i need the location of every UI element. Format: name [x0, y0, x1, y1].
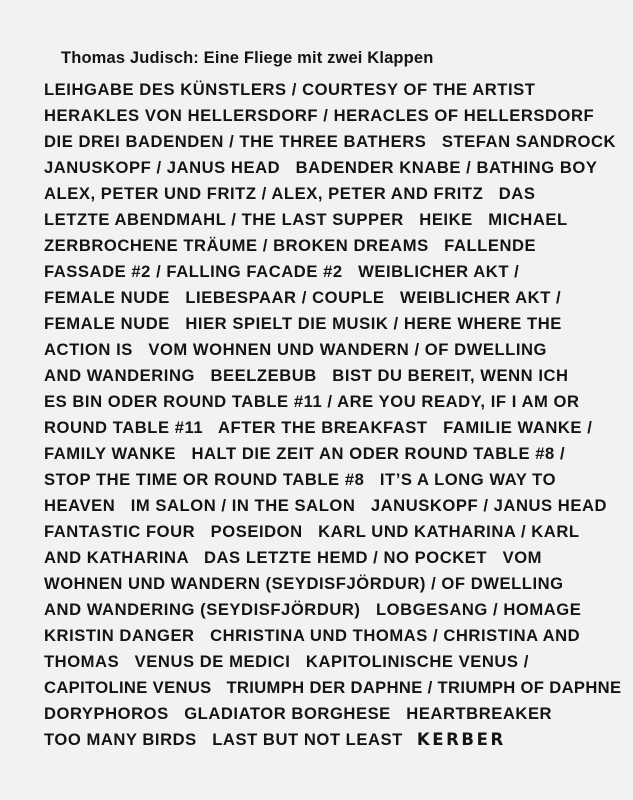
works-line: JANUSKOPF / JANUS HEAD BADENDER KNABE / BATHING BOY	[44, 158, 598, 177]
works-line: ACTION IS VOM WOHNEN UND WANDERN / OF DWELLING	[44, 340, 547, 359]
works-line-last	[44, 727, 624, 753]
works-line: CAPITOLINE VENUS TRIUMPH DER DAPHNE / TRIUMPH OF DAPHNE	[44, 678, 622, 697]
works-line: HEAVEN IM SALON / IN THE SALON JANUSKOPF / JANUS HEAD	[44, 496, 608, 515]
works-line: DORYPHOROS GLADIATOR BORGHESE HEARTBREAKER	[44, 704, 553, 723]
works-line: THOMAS VENUS DE MEDICI KAPITOLINISCHE VENUS /	[44, 652, 529, 671]
works-line: STOP THE TIME OR ROUND TABLE #8 IT’S A LONG WAY TO	[44, 470, 557, 489]
works-list	[44, 77, 624, 753]
works-line: FEMALE NUDE HIER SPIELT DIE MUSIK / HERE WHERE THE	[44, 314, 562, 333]
works-line: FEMALE NUDE LIEBESPAAR / COUPLE WEIBLICHER AKT /	[44, 288, 562, 307]
works-line: FANTASTIC FOUR POSEIDON KARL UND KATHARINA / KARL	[44, 522, 580, 541]
works-line: DIE DREI BADENDEN / THE THREE BATHERS STEFAN SANDROCK	[44, 132, 617, 151]
works-line: AND WANDERING (SEYDISFJÖRDUR) LOBGESANG / HOMAGE	[44, 600, 582, 619]
works-line: FAMILY WANKE HALT DIE ZEIT AN ODER ROUND TABLE #8 /	[44, 444, 566, 463]
works-line: ES BIN ODER ROUND TABLE #11 / ARE YOU READY, IF I AM OR	[44, 392, 580, 411]
works-line: ALEX, PETER UND FRITZ / ALEX, PETER AND FRITZ DAS	[44, 184, 536, 203]
works-line: AND KATHARINA DAS LETZTE HEMD / NO POCKET VOM	[44, 548, 543, 567]
works-line: FASSADE #2 / FALLING FACADE #2 WEIBLICHER AKT /	[44, 262, 520, 281]
works-line: HERAKLES VON HELLERSDORF / HERACLES OF HELLERSDORF	[44, 106, 595, 125]
works-line: ROUND TABLE #11 AFTER THE BREAKFAST FAMILIE WANKE /	[44, 418, 593, 437]
works-line: ZERBROCHENE TRÄUME / BROKEN DREAMS FALLENDE	[44, 236, 537, 255]
works-line: LEIHGABE DES KÜNSTLERS / COURTESY OF THE ARTIST	[44, 80, 536, 99]
author-title: Thomas Judisch: Eine Fliege mit zwei Klappen	[61, 49, 434, 67]
works-line: AND WANDERING BEELZEBUB BIST DU BEREIT, WENN ICH	[44, 366, 569, 385]
works-line: WOHNEN UND WANDERN (SEYDISFJÖRDUR) / OF DWELLING	[44, 574, 564, 593]
works-line: LETZTE ABENDMAHL / THE LAST SUPPER HEIKE MICHAEL	[44, 210, 568, 229]
publisher-logo: KERBER	[416, 730, 506, 749]
works-line: KRISTIN DANGER CHRISTINA UND THOMAS / CHRISTINA AND	[44, 626, 581, 645]
works-line-text: TOO MANY BIRDS LAST BUT NOT LEAST	[44, 730, 403, 749]
